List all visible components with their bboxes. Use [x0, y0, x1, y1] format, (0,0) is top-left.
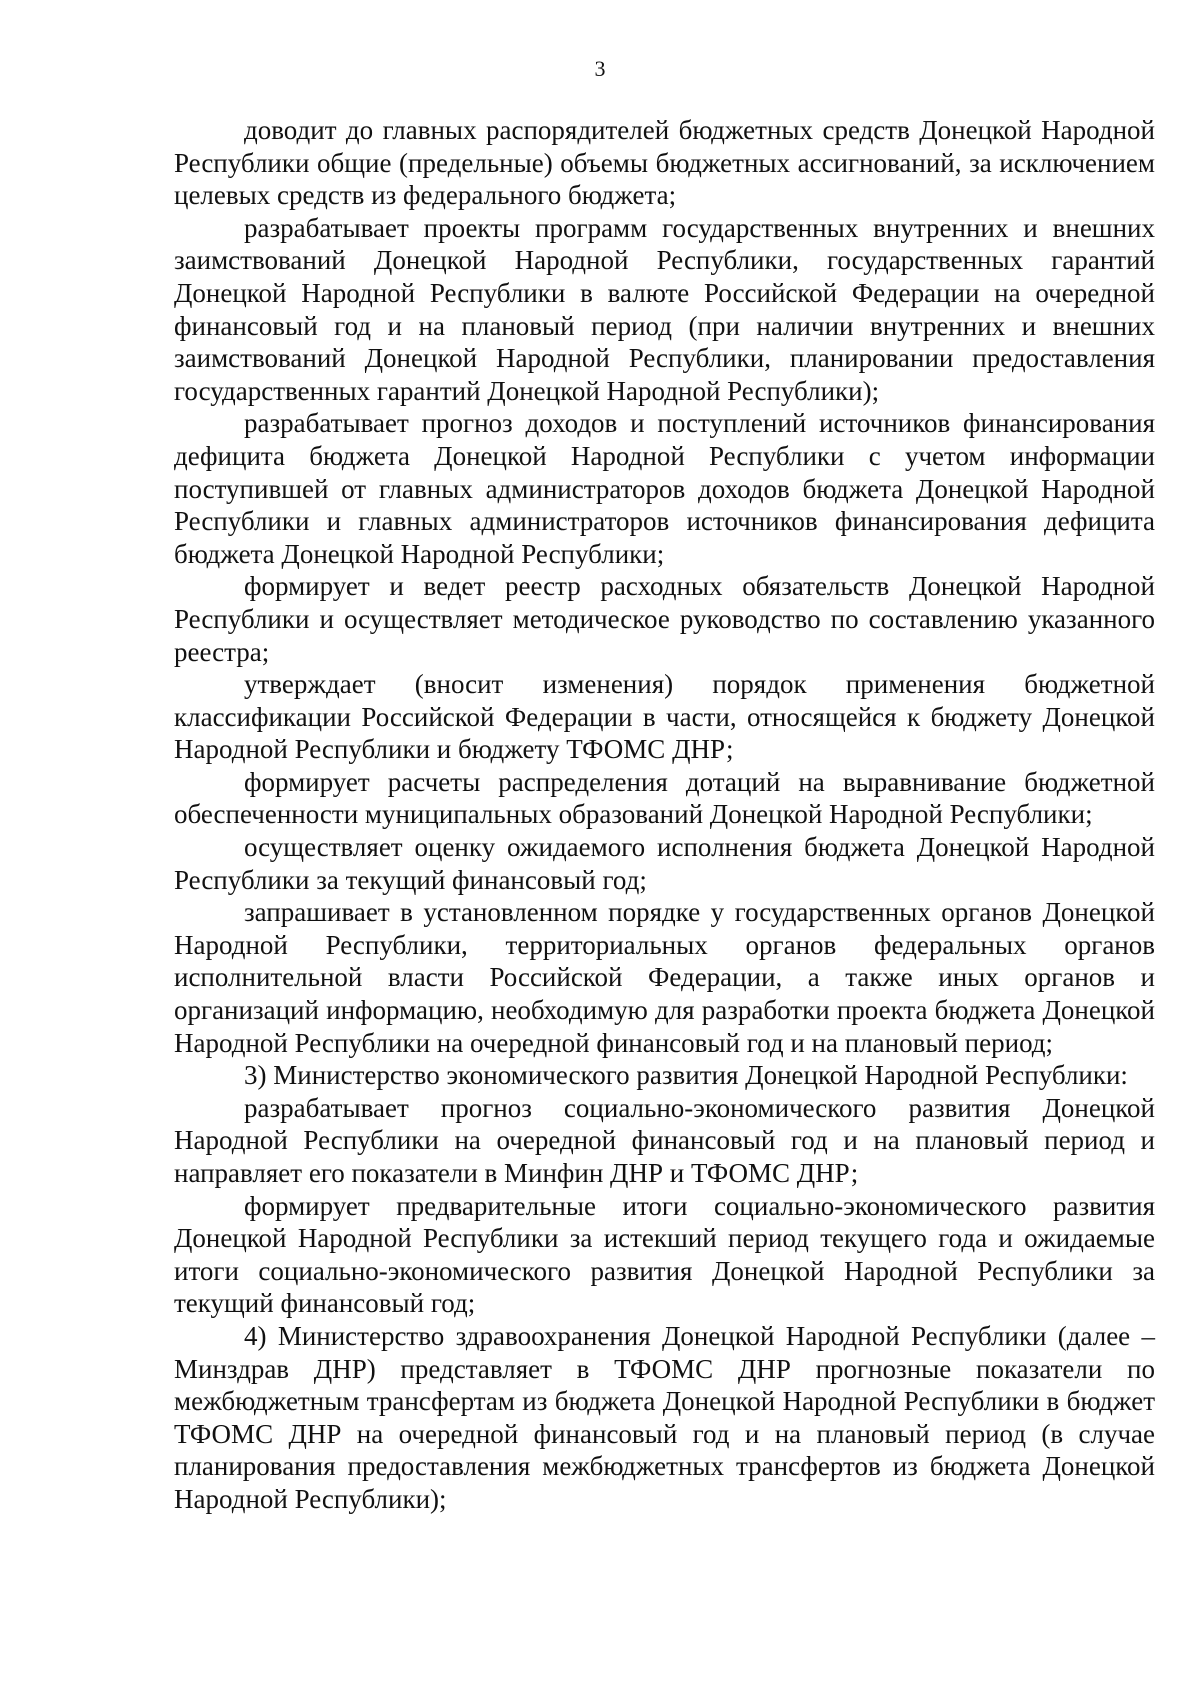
paragraph: формирует и ведет реестр расходных обязательств Донецкой Народной Республики и осуществляет методическое руководство по составлению указанного реестра;: [174, 571, 1155, 667]
paragraph: 3) Министерство экономического развития Донецкой Народной Республики:: [244, 1060, 1128, 1091]
paragraph: разрабатывает прогноз доходов и поступлений источников финансирования дефицита бюджета Донецкой Народной Республики с учетом информации поступившей от главных администраторов доходов бюджета Донецкой Народной Республики и главных администраторов источников финансирования дефицита бюджета Донецкой Народной Республики;: [174, 408, 1155, 569]
page-number: 3: [594, 56, 606, 81]
paragraph: утверждает (вносит изменения) порядок применения бюджетной классификации Российской Федерации в части, относящейся к бюджету Донецкой Народной Республики и бюджету ТФОМС ДНР;: [174, 669, 1155, 765]
paragraph: 4) Министерство здравоохранения Донецкой Народной Республики (далее – Минздрав ДНР) представляет в ТФОМС ДНР прогнозные показатели по межбюджетным трансфертам из бюджета Донецкой Народной Республики в бюджет ТФОМС ДНР на очередной финансовый год и на плановый период (в случае планирования предоставления межбюджетных трансфертов из бюджета Донецкой Народной Республики);: [174, 1320, 1155, 1514]
paragraph: осуществляет оценку ожидаемого исполнения бюджета Донецкой Народной Республики за текущий финансовый год;: [174, 832, 1155, 895]
paragraph: формирует расчеты распределения дотаций на выравнивание бюджетной обеспеченности муниципальных образований Донецкой Народной Республики;: [174, 766, 1155, 830]
paragraph: разрабатывает прогноз социально-экономического развития Донецкой Народной Республики на очередной финансовый год и на плановый период и направляет его показатели в Минфин ДНР и ТФОМС ДНР;: [174, 1092, 1155, 1188]
paragraph: формирует предварительные итоги социально-экономического развития Донецкой Народной Республики за истекший период текущего года и ожидаемые итоги социально-экономического развития Донецкой Народной Республики за текущий финансовый год;: [174, 1190, 1155, 1319]
document-body: [174, 114, 1155, 1516]
paragraph: доводит до главных распорядителей бюджетных средств Донецкой Народной Республики общие (предельные) объемы бюджетных ассигнований, за исключением целевых средств из федерального бюджета;: [174, 115, 1155, 211]
paragraph: разрабатывает проекты программ государственных внутренних и внешних заимствований Донецкой Народной Республики, государственных гарантий Донецкой Народной Республики в валюте Российской Федерации на очередной финансовый год и на плановый период (при наличии внутренних и внешних заимствований Донецкой Народной Республики, планировании предоставления государственных гарантий Донецкой Народной Республики);: [174, 212, 1155, 406]
paragraph: запрашивает в установленном порядке у государственных органов Донецкой Народной Республики, территориальных органов федеральных органов исполнительной власти Российской Федерации, а также иных органов и организаций информацию, необходимую для разработки проекта бюджета Донецкой Народной Республики на очередной финансовый год и на плановый период;: [174, 897, 1155, 1058]
